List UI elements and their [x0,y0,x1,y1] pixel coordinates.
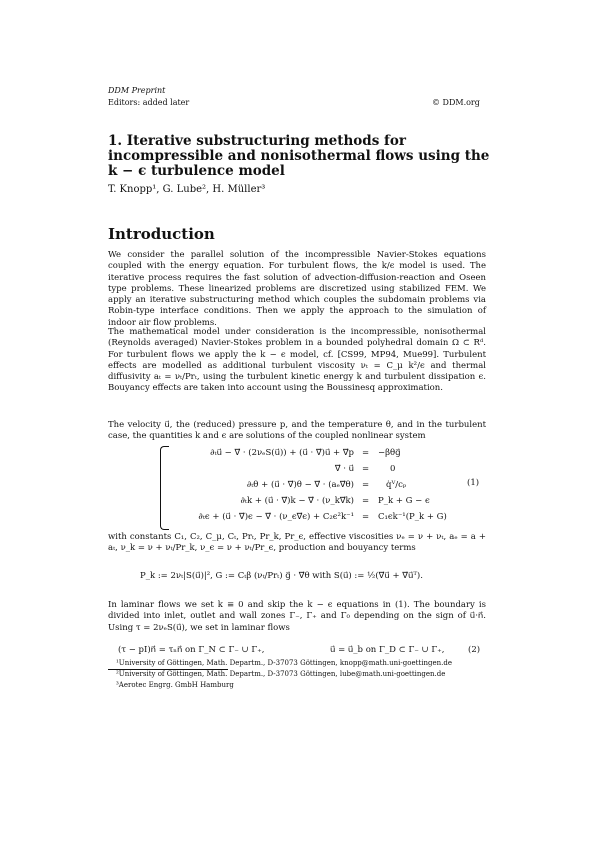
equation-number-2: (2) [468,645,481,655]
eq1-equals: = [362,448,370,458]
bc-equation-left: (τ − pI)n⃗ = τₙn⃗ on Γ_N ⊂ Γ₋ ∪ Γ₊, [118,645,265,655]
eq2-equals: = [362,464,370,474]
eq4-lhs: ∂ₜk + (u⃗ · ∇⃗)k − ∇⃗ · (ν_k∇⃗k) [240,496,354,506]
equation-number-1: (1) [467,478,480,488]
paper-title: 1. Iterative substructuring methods for incompressible and nonisothermal flows using the k − ϵ turbulence model [108,133,490,179]
eq2-lhs: ∇⃗ · u⃗ [334,464,354,474]
eq5-equals: = [362,512,370,522]
paragraph-laminar: In laminar flows we set k ≡ 0 and skip the k − ϵ equations in (1). The boundary is divided into inlet, outlet and wall zones Γ₋, Γ₊ and Γ₀ depending on the sign of u⃗·n⃗. Using τ = 2νₑS(u⃗), we set in laminar flows [108,600,486,633]
preprint-label: DDM Preprint [108,86,166,95]
eq5-lhs: ∂ₜϵ + (u⃗ · ∇⃗)ϵ − ∇⃗ · (ν_ϵ∇⃗ϵ) + C₂ϵ²k⁻¹ [198,512,354,522]
eq2-rhs: 0 [390,464,396,474]
eq3-rhs: q̇ⱽ/cₚ [386,480,407,490]
paragraph-intro: We consider the parallel solution of the incompressible Navier-Stokes equations coupled with the energy equation. For turbulent flows, the k/ϵ model is used. The iterative process requires the fast solution of advection-diffusion-reaction and Oseen type problems. These linearized problems are discretized using stabilized FEM. We apply an iterative substructuring method which couples the subdomain problems via Robin-type interface conditions. Then we apply the approach to the simulation of indoor air flow problems. [108,250,486,328]
eq1-rhs: −βθg⃗ [378,448,401,458]
footnote-3: ³Aerotec Engrg. GmbH Hamburg [116,681,234,689]
editors-label: Editors: added later [108,98,190,107]
eq3-equals: = [362,480,370,490]
eq1-lhs: ∂ₜu⃗ − ∇⃗ · (2νₑS(u⃗)) + (u⃗ · ∇⃗)u⃗ + ∇⃗p [210,448,354,458]
eq3-lhs: ∂ₜθ + (u⃗ · ∇⃗)θ − ∇⃗ · (aₑ∇⃗θ) [246,480,354,490]
eq4-equals: = [362,496,370,506]
footnote-1: ¹University of Göttingen, Math. Departm., D-37073 Göttingen, knopp@math.uni-goettingen.de [116,659,452,667]
section-heading: Introduction [108,225,215,243]
production-equation: P_k := 2νₜ|S(u⃗)|², G := Cₜβ (νₜ/Prₜ) g⃗ · ∇⃗θ with S(u⃗) := ½(∇⃗u⃗ + ∇⃗u⃗ᵀ). [140,571,423,581]
left-brace [160,446,169,530]
paragraph-constants: with constants C₁, C₂, C_μ, Cₜ, Prₜ, Pr_k, Pr_ϵ, effective viscosities νₑ = ν + νₜ, aₑ = a + aₜ, ν_k = ν + νₜ/Pr_k, ν_ϵ = ν + νₜ/Pr_ϵ, production and bouyancy terms [108,532,486,554]
author-list: T. Knopp¹, G. Lube², H. Müller³ [108,184,266,195]
paragraph-model: The mathematical model under consideration is the incompressible, nonisothermal (Reynolds averaged) Navier-Stokes problem in a bounded polyhedral domain Ω ⊂ Rᵈ. For turbulent flows we apply the k − ϵ model, cf. [CS99, MP94, Mue99]. Turbulent effects are modelled as additional turbulent viscosity νₜ = C_μ k²/ϵ and thermal diffusivity aₜ = νₜ/Prₜ, using the turbulent kinetic energy k and turbulent dissipation ϵ. Bouyancy effects are taken into account using the Boussinesq approximation. [108,327,486,394]
footnote-2: ²University of Göttingen, Math. Departm., D-37073 Göttingen, lube@math.uni-goettingen.de [116,670,446,678]
bc-equation-right: u⃗ = u⃗_b on Γ_D ⊂ Γ₋ ∪ Γ₊, [330,645,445,655]
eq5-rhs: C₁ϵk⁻¹(P_k + G) [378,512,447,522]
equation-system [160,446,500,528]
eq4-rhs: P_k + G − ϵ [378,496,430,506]
copyright-label: © DDM.org [432,98,480,107]
paragraph-variables: The velocity u⃗, the (reduced) pressure p, and the temperature θ, and in the turbulent case, the quantities k and ϵ are solutions of the coupled nonlinear system [108,420,486,442]
